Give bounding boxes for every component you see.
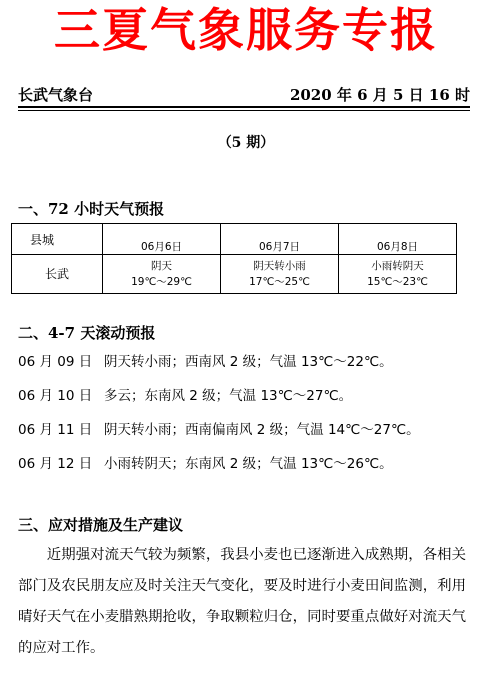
header-rule-thin [18,110,470,111]
county-name: 长武 [12,255,103,294]
section-heading-rolling: 二、4-7 天滚动预报 [18,324,156,342]
rolling-date: 06 月 12 日 [18,456,93,472]
rolling-date: 06 月 11 日 [18,422,93,438]
rolling-forecast-line [18,352,393,372]
forecast-cell [103,255,221,294]
issue-number: （5 期） [217,135,275,151]
forecast-temp: 19℃～29℃ [131,276,192,288]
forecast-cell [339,255,457,294]
header-rule-thick [18,106,470,108]
forecast-weather: 小雨转阴天 [371,260,424,272]
forecast-temp: 15℃～23℃ [367,276,428,288]
advice-paragraph: 近期强对流天气较为频繁，我县小麦也已逐渐进入成熟期，各相关部门及农民朋友应及时关注天气变化，要及时进行小麦田间监测，利用晴好天气在小麦腊熟期抢收，争取颗粒归仓，同时要重点做好对流天气的应对工作。 [18,547,466,656]
rolling-forecast-line [18,420,420,440]
rolling-text: 阴天转小雨；西南偏南风 2 级；气温 14℃～27℃。 [104,422,420,438]
rolling-forecast-line [18,386,352,406]
station-name: 长武气象台 [18,86,94,104]
forecast-temp: 17℃～25℃ [249,276,310,288]
date-header: 06月7日 [221,224,339,255]
date-header: 06月8日 [339,224,457,255]
forecast-weather: 阴天转小雨 [253,260,306,272]
table-row [12,255,457,294]
rolling-date: 06 月 09 日 [18,354,93,370]
section-heading-72h: 一、72 小时天气预报 [18,200,165,218]
rolling-date: 06 月 10 日 [18,388,93,404]
rolling-text: 多云；东南风 2 级；气温 13℃～27℃。 [104,388,353,404]
forecast-weather: 阴天 [151,260,172,272]
forecast-cell [221,255,339,294]
issue-datetime: 2020 年 6 月 5 日 16 时 [289,86,470,104]
forecast-table [11,223,457,294]
rolling-text: 小雨转阴天；东南风 2 级；气温 13℃～26℃。 [104,456,393,472]
county-header: 县城 [12,224,103,255]
rolling-text: 阴天转小雨；西南风 2 级；气温 13℃～22℃。 [104,354,393,370]
date-header: 06月6日 [103,224,221,255]
bulletin-title: 三夏气象服务专报 [54,3,438,57]
section-heading-advice: 三、应对措施及生产建议 [18,516,184,534]
rolling-forecast-line [18,454,393,474]
table-header-row [12,224,457,255]
